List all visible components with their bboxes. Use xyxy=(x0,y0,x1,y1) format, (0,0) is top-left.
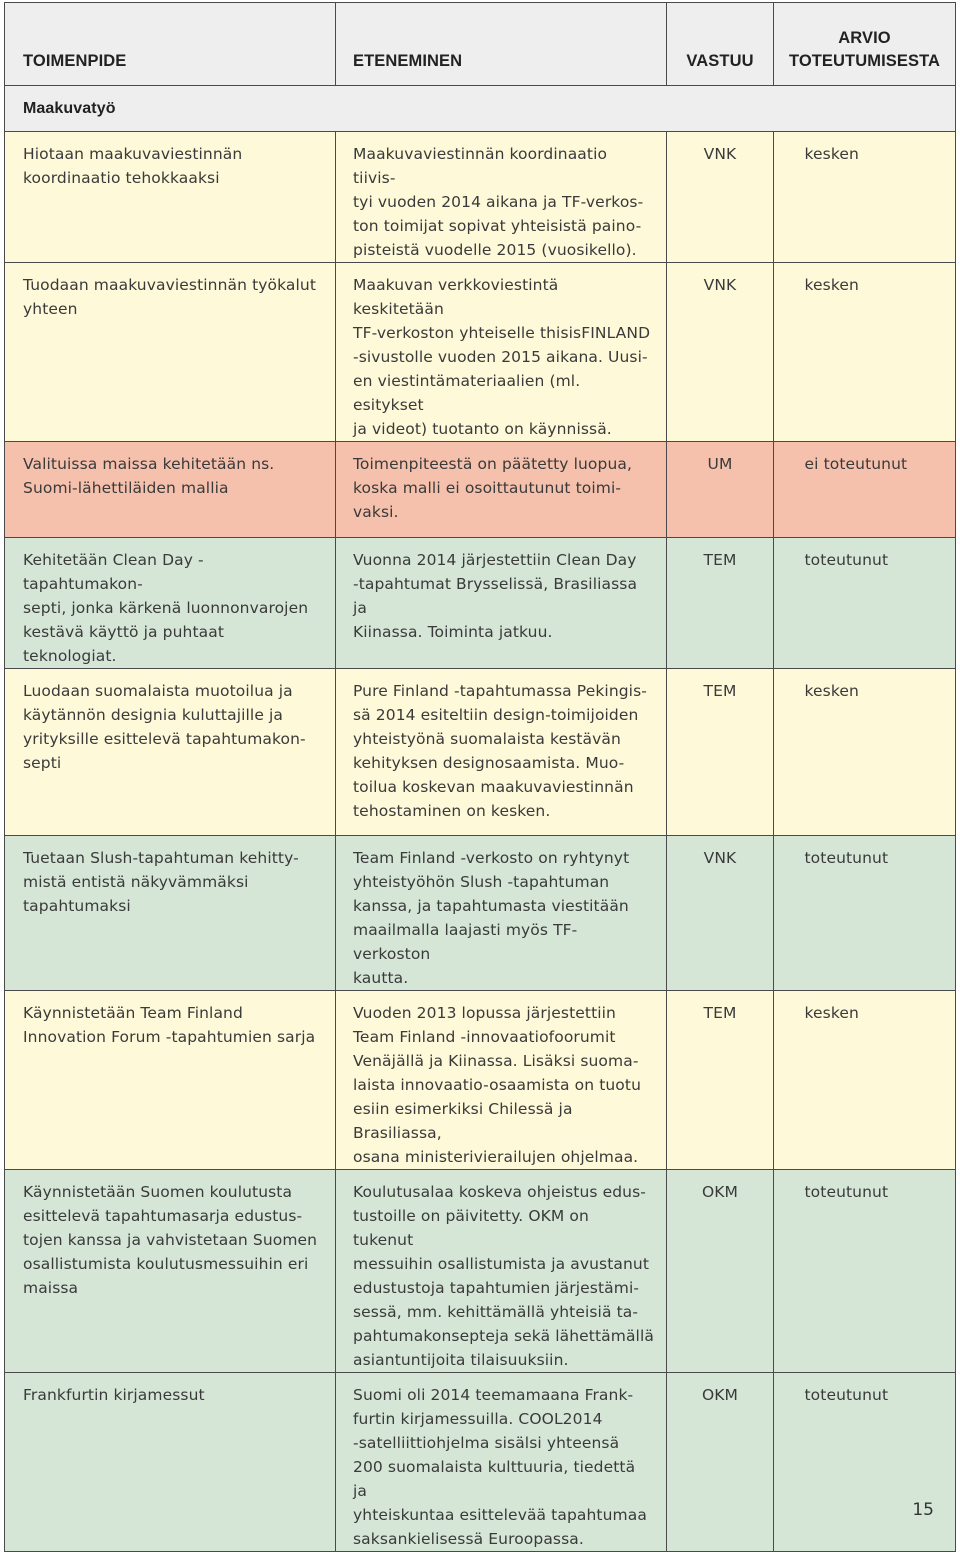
table-row xyxy=(5,538,956,669)
header-toimenpide: TOIMENPIDE xyxy=(5,3,336,86)
eteneminen-line: sessä, mm. kehittämällä yhteisiä ta- xyxy=(353,1303,639,1321)
eteneminen-line: pisteistä vuodelle 2015 (vuosikello). xyxy=(353,241,637,259)
eteneminen-line: kautta. xyxy=(353,969,409,987)
eteneminen-line: yhteiskuntaa esittelevää tapahtumaa xyxy=(353,1506,647,1524)
eteneminen-line: esiin esimerkiksi Chilessä ja Brasiliassa, xyxy=(353,1100,573,1142)
header-eteneminen: ETENEMINEN xyxy=(336,3,667,86)
cell-vastuu: TEM xyxy=(667,991,774,1170)
header-arvio-line1: ARVIO xyxy=(838,29,891,47)
action-plan-table xyxy=(4,2,956,1552)
cell-eteneminen xyxy=(336,442,667,538)
cell-eteneminen xyxy=(336,1170,667,1373)
cell-eteneminen xyxy=(336,669,667,836)
status-text: toteutunut xyxy=(804,551,889,569)
cell-arvio xyxy=(774,669,956,836)
table-row xyxy=(5,263,956,442)
cell-vastuu: VNK xyxy=(667,836,774,991)
toimenpide-line: yhteen xyxy=(23,300,78,318)
eteneminen-line: toilua koskevan maakuvaviestinnän xyxy=(353,778,634,796)
cell-toimenpide xyxy=(5,991,336,1170)
cell-arvio xyxy=(774,442,956,538)
status-text: toteutunut xyxy=(804,1183,889,1201)
toimenpide-line: Innovation Forum -tapahtumien sarja xyxy=(23,1028,316,1046)
eteneminen-line: Kiinassa. Toiminta jatkuu. xyxy=(353,623,553,641)
table-row xyxy=(5,836,956,991)
eteneminen-line: Team Finland -verkosto on ryhtynyt xyxy=(353,849,630,867)
eteneminen-line: tyi vuoden 2014 aikana ja TF-verkos- xyxy=(353,193,644,211)
eteneminen-line: furtin kirjamessuilla. COOL2014 xyxy=(353,1410,603,1428)
eteneminen-line: yhteistyönä suomalaista kestävän xyxy=(353,730,621,748)
eteneminen-line: asiantuntijoita tilaisuuksiin. xyxy=(353,1351,569,1369)
toimenpide-line: Valituissa maissa kehitetään ns. xyxy=(23,455,275,473)
table-row xyxy=(5,1373,956,1552)
cell-toimenpide xyxy=(5,538,336,669)
eteneminen-line: Team Finland -innovaatiofoorumit xyxy=(353,1028,616,1046)
toimenpide-line: Tuodaan maakuvaviestinnän työkalut xyxy=(23,276,317,294)
eteneminen-line: 200 suomalaista kulttuuria, tiedettä ja xyxy=(353,1458,636,1500)
eteneminen-line: -satelliittiohjelma sisälsi yhteensä xyxy=(353,1434,620,1452)
cell-vastuu: UM xyxy=(667,442,774,538)
toimenpide-line: Suomi-lähettiläiden mallia xyxy=(23,479,229,497)
toimenpide-line: yrityksille esittelevä tapahtumakon- xyxy=(23,730,306,748)
cell-vastuu: OKM xyxy=(667,1170,774,1373)
eteneminen-line: osana ministerivierailujen ohjelmaa. xyxy=(353,1148,639,1166)
table-row xyxy=(5,132,956,263)
cell-toimenpide xyxy=(5,836,336,991)
toimenpide-line: septi, jonka kärkenä luonnonvarojen xyxy=(23,599,309,617)
section-title: Maakuvatyö xyxy=(5,86,956,132)
eteneminen-line: maailmalla laajasti myös TF-verkoston xyxy=(353,921,578,963)
toimenpide-line: Käynnistetään Suomen koulutusta xyxy=(23,1183,293,1201)
eteneminen-line: saksankielisessä Euroopassa. xyxy=(353,1530,584,1548)
cell-arvio xyxy=(774,1373,956,1552)
cell-eteneminen xyxy=(336,538,667,669)
status-text: ei toteutunut xyxy=(804,455,908,473)
cell-eteneminen xyxy=(336,1373,667,1552)
toimenpide-line: mistä entistä näkyvämmäksi xyxy=(23,873,249,891)
cell-toimenpide xyxy=(5,669,336,836)
toimenpide-line: tapahtumaksi xyxy=(23,897,131,915)
status-text: kesken xyxy=(804,682,859,700)
status-text: kesken xyxy=(804,276,859,294)
eteneminen-line: Toimenpiteestä on päätetty luopua, xyxy=(353,455,632,473)
eteneminen-line: Vuoden 2013 lopussa järjestettiin xyxy=(353,1004,616,1022)
toimenpide-line: Käynnistetään Team Finland xyxy=(23,1004,243,1022)
toimenpide-line: koordinaatio tehokkaaksi xyxy=(23,169,220,187)
toimenpide-line: Tuetaan Slush-tapahtuman kehitty- xyxy=(23,849,299,867)
page-number: 15 xyxy=(912,1500,934,1520)
eteneminen-line: tehostaminen on kesken. xyxy=(353,802,551,820)
cell-arvio xyxy=(774,263,956,442)
table-header-row xyxy=(5,3,956,86)
eteneminen-line: Suomi oli 2014 teemamaana Frank- xyxy=(353,1386,634,1404)
cell-arvio xyxy=(774,991,956,1170)
eteneminen-line: sä 2014 esiteltiin design-toimijoiden xyxy=(353,706,639,724)
header-arvio-line2: TOTEUTUMISESTA xyxy=(788,52,941,70)
cell-toimenpide xyxy=(5,132,336,263)
cell-eteneminen xyxy=(336,132,667,263)
table-row xyxy=(5,1170,956,1373)
eteneminen-line: Venäjällä ja Kiinassa. Lisäksi suoma- xyxy=(353,1052,639,1070)
cell-arvio xyxy=(774,836,956,991)
eteneminen-line: vaksi. xyxy=(353,503,399,521)
toimenpide-line: Hiotaan maakuvaviestinnän xyxy=(23,145,243,163)
cell-toimenpide xyxy=(5,1373,336,1552)
status-text: kesken xyxy=(804,1004,859,1022)
eteneminen-line: pahtumakonsepteja sekä lähettämällä xyxy=(353,1327,654,1345)
eteneminen-line: ja videot) tuotanto on käynnissä. xyxy=(353,420,612,438)
eteneminen-line: -sivustolle vuoden 2015 aikana. Uusi- xyxy=(353,348,648,366)
cell-eteneminen xyxy=(336,263,667,442)
cell-toimenpide xyxy=(5,1170,336,1373)
eteneminen-line: Maakuvaviestinnän koordinaatio tiivis- xyxy=(353,145,608,187)
cell-vastuu: VNK xyxy=(667,263,774,442)
eteneminen-line: -tapahtumat Brysselissä, Brasiliassa ja xyxy=(353,575,638,617)
cell-eteneminen xyxy=(336,836,667,991)
eteneminen-line: TF-verkoston yhteiselle thisisFINLAND xyxy=(353,324,651,342)
cell-vastuu: OKM xyxy=(667,1373,774,1552)
eteneminen-line: Maakuvan verkkoviestintä keskitetään xyxy=(353,276,559,318)
toimenpide-line: Frankfurtin kirjamessut xyxy=(23,1386,205,1404)
header-vastuu: VASTUU xyxy=(667,3,774,86)
toimenpide-line: tojen kanssa ja vahvistetaan Suomen xyxy=(23,1231,318,1249)
cell-arvio xyxy=(774,538,956,669)
eteneminen-line: Pure Finland -tapahtumassa Pekingis- xyxy=(353,682,647,700)
eteneminen-line: Vuonna 2014 järjestettiin Clean Day xyxy=(353,551,637,569)
eteneminen-line: kehityksen designosaamista. Muo- xyxy=(353,754,625,772)
toimenpide-line: osallistumista koulutusmessuihin eri xyxy=(23,1255,309,1273)
toimenpide-line: kestävä käyttö ja puhtaat teknologiat. xyxy=(23,623,225,665)
table-row xyxy=(5,991,956,1170)
toimenpide-line: käytännön designia kuluttajille ja xyxy=(23,706,283,724)
toimenpide-line: septi xyxy=(23,754,62,772)
toimenpide-line: Kehitetään Clean Day -tapahtumakon- xyxy=(23,551,204,593)
cell-eteneminen xyxy=(336,991,667,1170)
header-arvio xyxy=(774,3,956,86)
table-row xyxy=(5,442,956,538)
cell-arvio xyxy=(774,132,956,263)
cell-vastuu: TEM xyxy=(667,538,774,669)
status-text: toteutunut xyxy=(804,1386,889,1404)
toimenpide-line: maissa xyxy=(23,1279,79,1297)
toimenpide-line: Luodaan suomalaista muotoilua ja xyxy=(23,682,293,700)
section-row xyxy=(5,86,956,132)
eteneminen-line: koska malli ei osoittautunut toimi- xyxy=(353,479,622,497)
eteneminen-line: kanssa, ja tapahtumasta viestitään xyxy=(353,897,629,915)
eteneminen-line: laista innovaatio-osaamista on tuotu xyxy=(353,1076,641,1094)
cell-vastuu: TEM xyxy=(667,669,774,836)
toimenpide-line: esittelevä tapahtumasarja edustus- xyxy=(23,1207,303,1225)
eteneminen-line: yhteistyöhön Slush -tapahtuman xyxy=(353,873,610,891)
eteneminen-line: Koulutusalaa koskeva ohjeistus edus- xyxy=(353,1183,646,1201)
eteneminen-line: edustustoja tapahtumien järjestämi- xyxy=(353,1279,640,1297)
eteneminen-line: tustoille on päivitetty. OKM on tukenut xyxy=(353,1207,589,1249)
status-text: toteutunut xyxy=(804,849,889,867)
cell-vastuu: VNK xyxy=(667,132,774,263)
cell-arvio xyxy=(774,1170,956,1373)
eteneminen-line: messuihin osallistumista ja avustanut xyxy=(353,1255,650,1273)
eteneminen-line: en viestintämateriaalien (ml. esitykset xyxy=(353,372,581,414)
eteneminen-line: ton toimijat sopivat yhteisistä paino- xyxy=(353,217,642,235)
cell-toimenpide xyxy=(5,442,336,538)
cell-toimenpide xyxy=(5,263,336,442)
table-row xyxy=(5,669,956,836)
status-text: kesken xyxy=(804,145,859,163)
